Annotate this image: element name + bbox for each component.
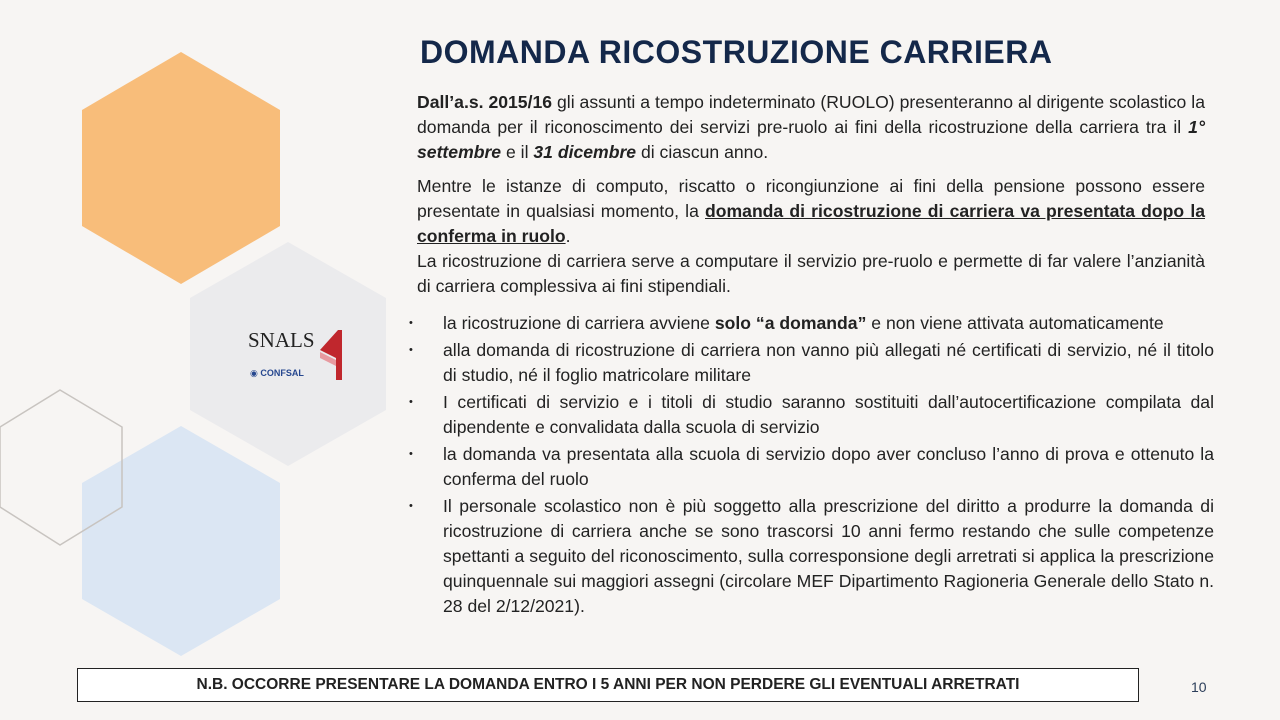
hexagon-blue [82,426,280,656]
hexagon-orange [82,52,280,284]
page-number: 10 [1191,679,1207,695]
list-item: • alla domanda di ricostruzione di carriera non vanno più allegati né certificati di servizio, né il titolo di studio, né il foglio matricolare militare [443,338,1214,388]
list-item: • la ricostruzione di carriera avviene solo “a domanda” e non viene attivata automaticamente [443,311,1214,336]
paragraph-3: La ricostruzione di carriera serve a computare il servizio pre-ruolo e permette di far valere l’anzianità di carriera complessiva ai fini stipendiali. [417,251,1205,296]
intro-text [417,90,1205,299]
list-item: • I certificati di servizio e i titoli di studio saranno sostituiti dall’autocertificazione compilata dal dipendente e convalidata dalla scuola di servizio [443,390,1214,440]
logo-wordmark: SNALS [248,328,315,352]
list-item: • la domanda va presentata alla scuola di servizio dopo aver concluso l’anno di prova e ottenuto la conferma del ruolo [443,442,1214,492]
list-item: • Il personale scolastico non è più soggetto alla prescrizione del diritto a produrre la domanda di ricostruzione di carriera anche se sono trascorsi 10 anni fermo restando che sulle competenze spettanti a seguito del riconoscimento, sulla corresponsione degli arretrati si applica la prescrizione quinquennale sui maggiori assegni (circolare MEF Dipartimento Ragioneria Generale dello Stato n. 28 del 2/12/2021). [443,494,1214,619]
snals-confsal-logo [248,328,348,384]
logo-subtext: ◉ CONFSAL [250,368,304,378]
bullet-list [443,311,1214,621]
logo-mark-icon [316,330,344,380]
note-text: N.B. OCCORRE PRESENTARE LA DOMANDA ENTRO I 5 ANNI PER NON PERDERE GLI EVENTUALI ARRETRATI [196,676,1020,693]
paragraph-1: Dall’a.s. 2015/16 gli assunti a tempo indeterminato (RUOLO) presenteranno al dirigente scolastico la domanda per il riconoscimento dei servizi pre-ruolo ai fini della ricostruzione della carriera tra il 1° settembre e il 31 dicembre di ciascun anno. [417,92,1205,162]
logo-globe-icon: ◉ [250,368,261,378]
paragraph-2: Mentre le istanze di computo, riscatto o ricongiunzione ai fini della pensione possono essere presentate in qualsiasi momento, la domanda di ricostruzione di carriera va presentata dopo la conferma in ruolo. [417,176,1206,246]
note-box [77,668,1139,702]
slide-title: DOMANDA RICOSTRUZIONE CARRIERA [420,34,1053,70]
